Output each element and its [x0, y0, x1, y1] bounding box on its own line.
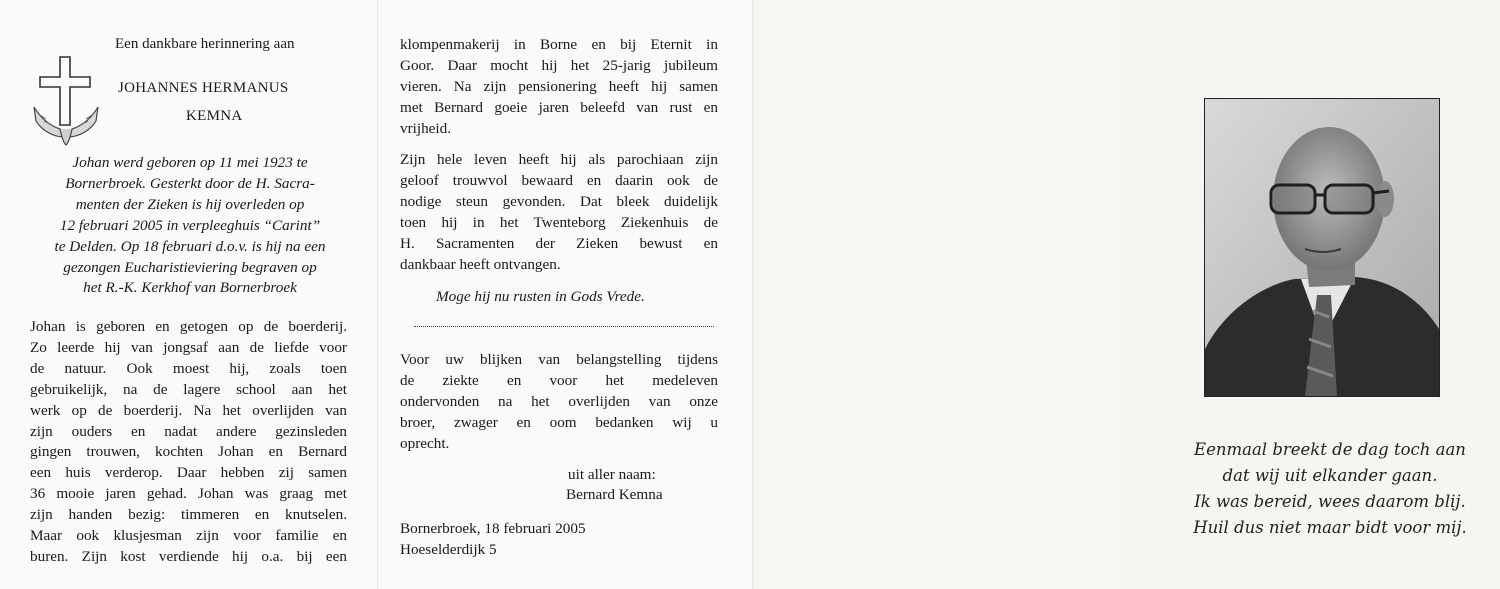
body-line: een huis verderop. Daar hebben zij samen [30, 464, 347, 482]
body-line: Goor. Daar mocht hij het 25-jarig jubileum [400, 56, 718, 74]
intro-text: Een dankbare herinnering aan [115, 36, 295, 52]
body-line: dankbaar heeft ontvangen. [400, 255, 561, 273]
place-date: Bornerbroek, 18 februari 2005 [400, 520, 586, 537]
body-line: oprecht. [400, 434, 450, 452]
italic-line: Johan werd geboren op 11 mei 1923 te [72, 154, 308, 171]
faith-paragraph [400, 150, 718, 275]
italic-line: te Delden. Op 18 februari d.o.v. is hij na een [54, 237, 326, 255]
body-line: vrijheid. [400, 119, 452, 137]
poem-line: Eenmaal breekt de dag toch aan [1194, 440, 1466, 459]
body-line: H. Sacramenten der Zieken bewust en [400, 234, 718, 252]
body-line: broer, zwager en oom bedanken wij u [400, 413, 718, 431]
panel-right [1127, 0, 1500, 589]
body-line: zijn handen bezig: timmeren en knutselen. [30, 506, 347, 524]
italic-line: gezongen Eucharistieviering begraven op [63, 258, 317, 276]
body-line: vieren. Na zijn pensionering heeft hij samen [400, 77, 718, 95]
body-line: klompenmakerij in Borne en bij Eternit in [400, 36, 718, 53]
signature-intro: uit aller naam: [568, 466, 656, 483]
body-line: geloof trouwvol bewaard en daarin ook de [400, 171, 718, 189]
thanks-paragraph [400, 350, 718, 455]
body-line: de natuur. Ook moest hij, zoals toen [30, 359, 347, 377]
poem-line: Huil dus niet maar bidt voor mij. [1193, 518, 1467, 537]
portrait-photo [1204, 98, 1440, 397]
dotted-divider [414, 326, 714, 327]
body-line: Johan is geboren en getogen op de boerderij. [30, 318, 347, 335]
italic-line: menten der Zieken is hij overleden op [75, 195, 305, 213]
italic-line: 12 februari 2005 in verpleeghuis “Carint” [59, 216, 321, 234]
body-line: Zo leerde hij van jongsaf aan de liefde voor [30, 338, 347, 356]
poem-line: dat wij uit elkander gaan. [1222, 466, 1438, 485]
portrait-illustration [1205, 99, 1439, 396]
biography-continued [400, 35, 718, 140]
body-line: werk op de boerderij. Na het overlijden van [30, 401, 347, 419]
body-line: Maar ook klusjesman zijn voor familie en [30, 527, 347, 545]
italic-line: het R.-K. Kerkhof van Bornerbroek [83, 279, 297, 297]
biography-text [30, 317, 347, 568]
deceased-name-line1: JOHANNES HERMANUS [118, 80, 289, 96]
body-line: 36 mooie jaren gehad. Johan was graag met [30, 485, 347, 503]
body-line: buren. Zijn kost verdiende hij o.a. bij een [30, 547, 347, 565]
body-line: ondervonden na het overlijden van onze [400, 392, 718, 410]
poem [1155, 437, 1500, 541]
body-line: toen hij in het Twenteborg Ziekenhuis de [400, 213, 718, 231]
body-line: gebruikelijk, na de lagere school aan het [30, 380, 347, 398]
body-line: zijn ouders en nadat andere gezinsleden [30, 422, 347, 440]
rest-in-peace-line: Moge hij nu rusten in Gods Vrede. [436, 288, 645, 305]
body-line: Voor uw blijken van belangstelling tijdens [400, 351, 718, 368]
body-line: Zijn hele leven heeft hij als parochiaan zijn [400, 151, 718, 168]
body-line: met Bernard goeie jaren beleefd van rust en [400, 98, 718, 116]
cross-with-hands-icon [30, 55, 102, 147]
address: Hoeselderdijk 5 [400, 541, 497, 558]
panel-middle [377, 0, 751, 589]
italic-line: Bornerbroek. Gesterkt door de H. Sacra- [65, 174, 315, 192]
panel-blank [752, 0, 1129, 589]
body-line: gingen trouwen, kochten Johan en Bernard [30, 443, 347, 461]
italic-announcement [20, 153, 360, 299]
body-line: de ziekte en voor het medeleven [400, 371, 718, 389]
signature-name: Bernard Kemna [566, 486, 663, 503]
panel-left [0, 0, 375, 589]
deceased-name-line2: KEMNA [186, 108, 243, 124]
body-line: nodige steun gevonden. Dat bleek duidelijk [400, 192, 718, 210]
poem-line: Ik was bereid, wees daarom blij. [1194, 492, 1466, 511]
